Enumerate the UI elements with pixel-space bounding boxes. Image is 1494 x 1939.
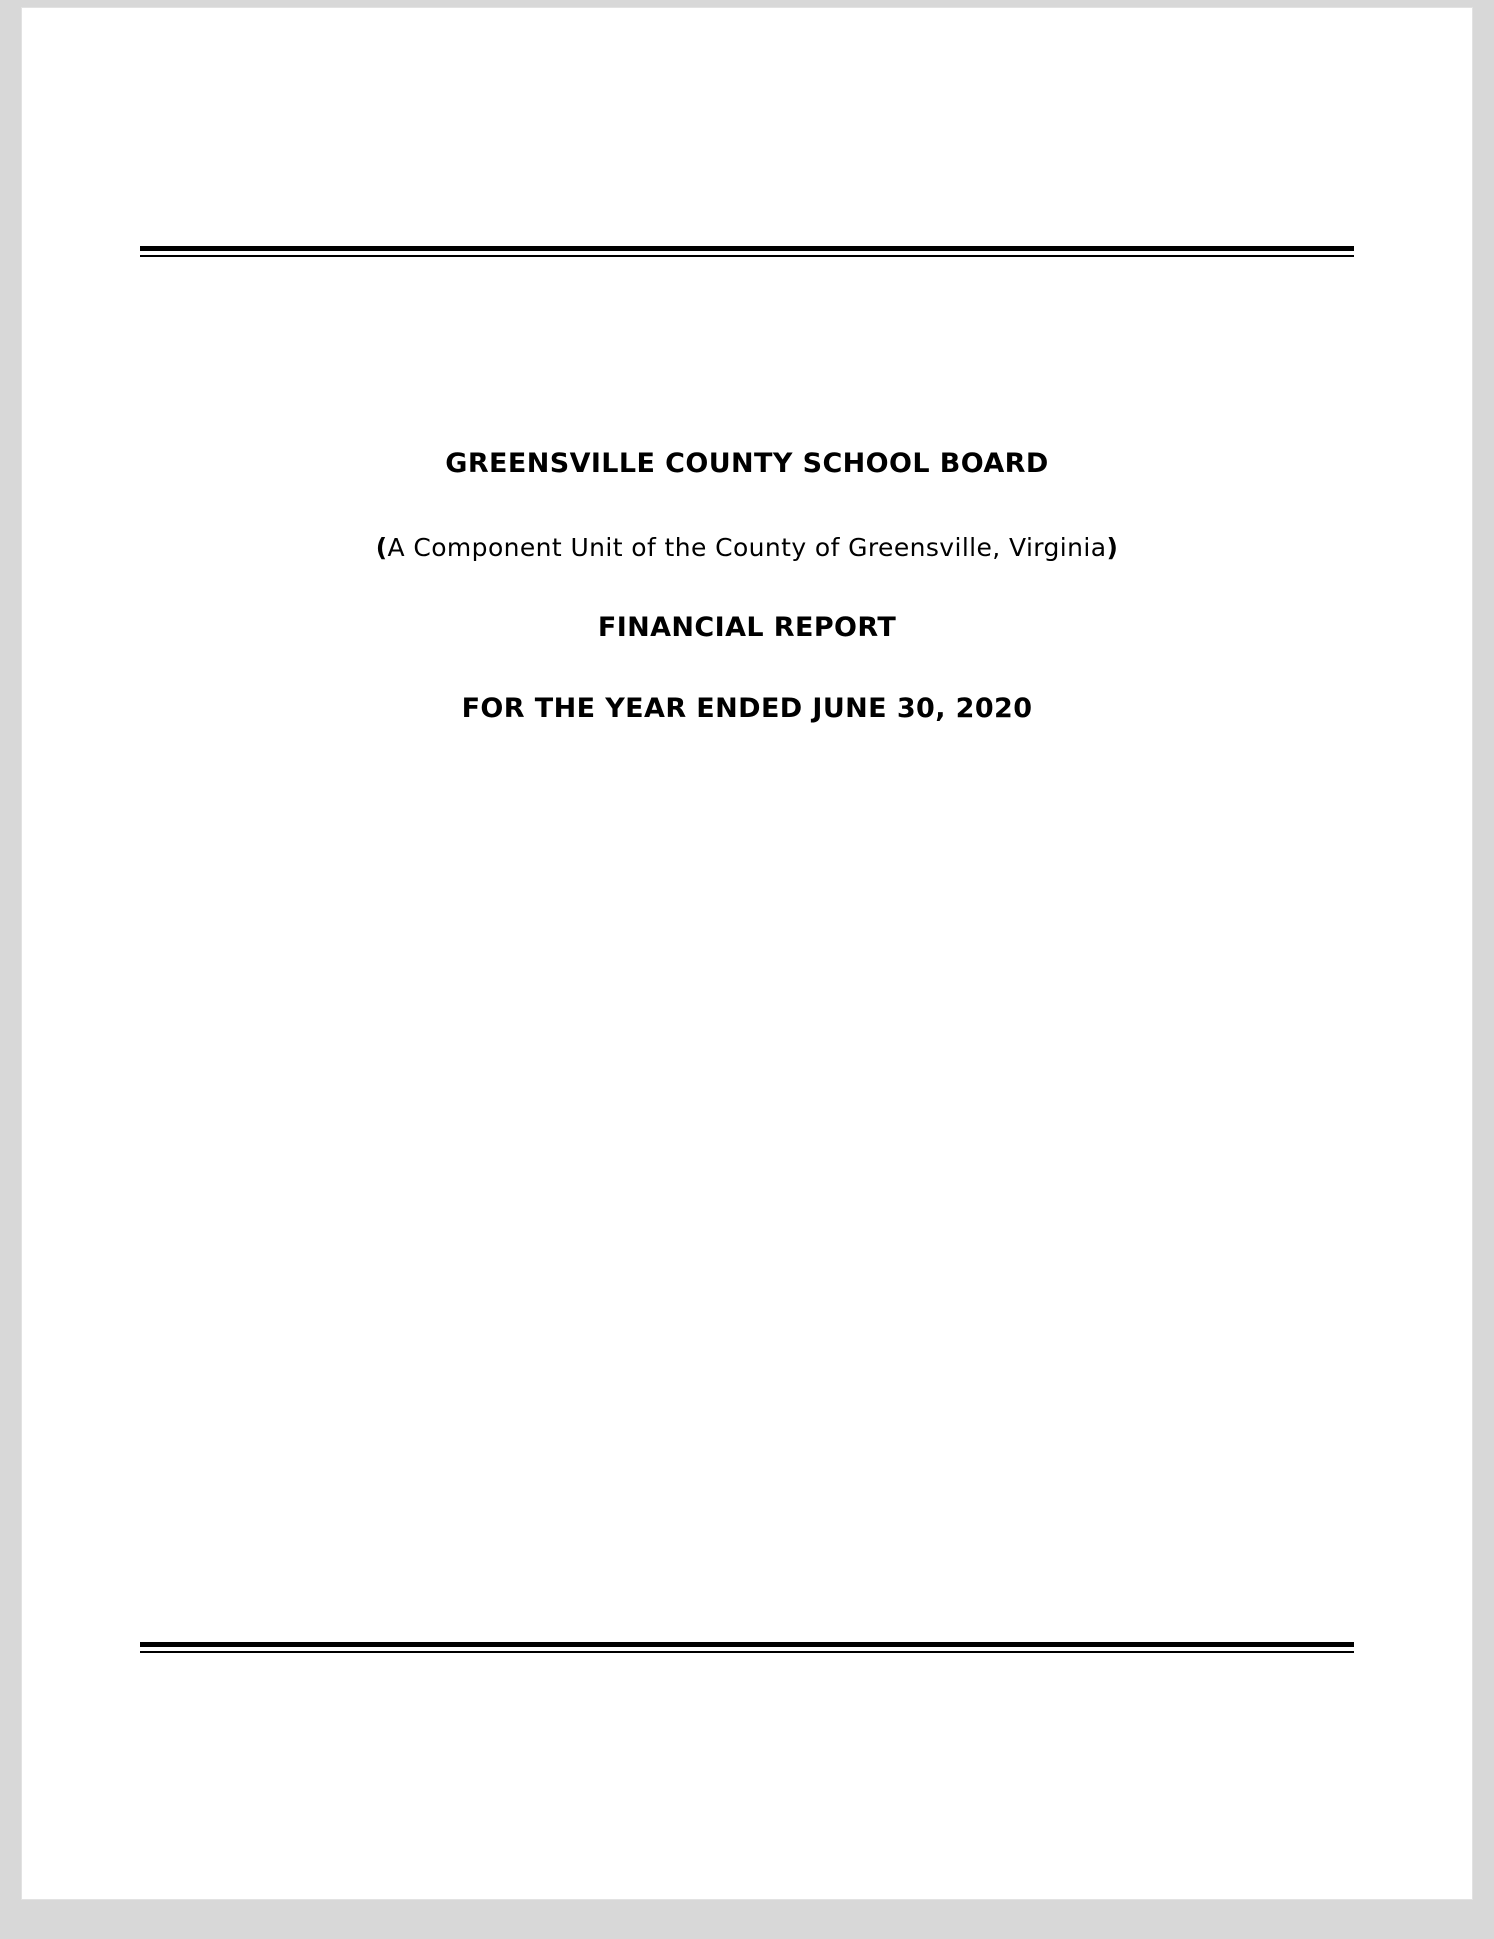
subtitle-close-paren: ) [1106,533,1119,562]
organization-title: GREENSVILLE COUNTY SCHOOL BOARD [445,448,1049,479]
top-rule-group [140,246,1354,257]
cover-content [140,8,1354,1899]
subtitle-open-paren: ( [375,533,388,562]
report-period: FOR THE YEAR ENDED JUNE 30, 2020 [461,693,1033,724]
top-rule-thin [140,255,1354,257]
bottom-rule-group [140,1642,1354,1653]
bottom-rule-thin [140,1651,1354,1653]
subtitle-text: A Component Unit of the County of Greensville, Virginia [387,533,1107,562]
document-page [22,8,1472,1899]
cover-title-block [140,448,1354,724]
component-unit-subtitle [140,533,1354,562]
report-type-title: FINANCIAL REPORT [597,612,897,643]
